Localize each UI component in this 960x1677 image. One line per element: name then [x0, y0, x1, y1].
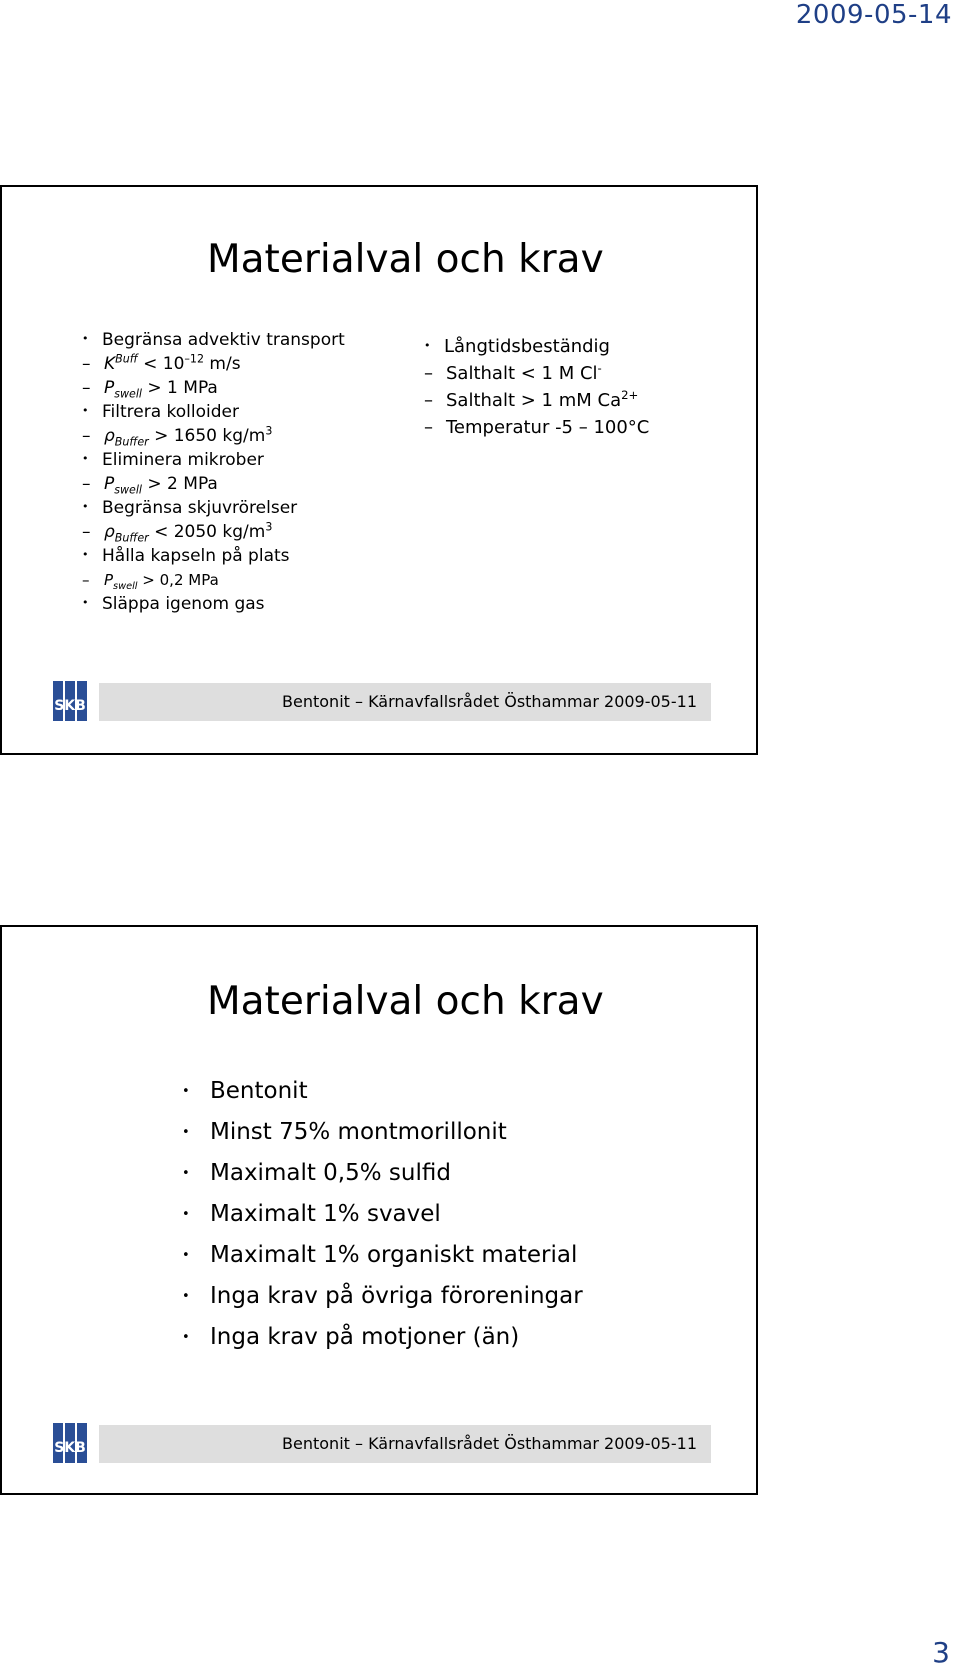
bullet-item: • Begränsa advektiv transport — [80, 328, 345, 352]
bullet-item: • Långtidsbeständig — [422, 333, 649, 360]
footer-bar — [99, 1425, 711, 1463]
bullet-item: • Hålla kapseln på plats — [80, 544, 345, 568]
bullet-item: • Inga krav på motjoner (än) — [180, 1317, 583, 1358]
bullet-item: • Maximalt 0,5% sulfid — [180, 1153, 583, 1194]
bullet-item: • Släppa igenom gas — [80, 592, 345, 616]
bullet-item: • Eliminera mikrober — [80, 448, 345, 472]
slide-1 — [0, 185, 758, 755]
slide-title: Materialval och krav — [207, 979, 604, 1024]
header-date: 2009-05-14 — [795, 0, 952, 30]
bullet-item: • Filtrera kolloider — [80, 400, 345, 424]
bullet-item: • Begränsa skjuvrörelser — [80, 496, 345, 520]
skb-logo-icon — [53, 681, 87, 721]
svg-text:SKB: SKB — [54, 1440, 86, 1456]
sub-bullet-item: – $P_{swell} > 0,2$ MPa — [80, 568, 345, 592]
sub-bullet-item: – Temperatur -5 – 100°C — [422, 414, 649, 441]
bullet-item: • Bentonit — [180, 1071, 583, 1112]
sub-bullet-item: – Salthalt > 1 mM $Ca^{2+}$ — [422, 387, 649, 414]
footer-bar — [99, 683, 711, 721]
sub-bullet-item: – $\rho_{Buffer} > 1650$ $kg/m^3$ — [80, 424, 345, 448]
svg-text:SKB: SKB — [54, 698, 86, 714]
right-bullet-list — [422, 333, 649, 441]
left-bullet-list — [80, 328, 345, 616]
sub-bullet-item: – $P_{swell} > 2$ MPa — [80, 472, 345, 496]
bullet-item: • Minst 75% montmorillonit — [180, 1112, 583, 1153]
sub-bullet-item: – $P_{swell} > 1$ MPa — [80, 376, 345, 400]
footer-text: Bentonit – Kärnavfallsrådet Östhammar 2009-05-11 — [282, 1434, 697, 1453]
slide-2 — [0, 925, 758, 1495]
sub-bullet-item: – $\rho_{Buffer} < 2050$ $kg/m^3$ — [80, 520, 345, 544]
slide-title: Materialval och krav — [207, 237, 604, 282]
sub-bullet-item: – Salthalt < 1 M Cl- — [422, 360, 649, 387]
page-number: 3 — [932, 1636, 950, 1669]
sub-bullet-item: – $K^{Buff} < 10^{-12}$ m/s — [80, 352, 345, 376]
bullet-list — [180, 1071, 583, 1358]
bullet-item: • Maximalt 1% svavel — [180, 1194, 583, 1235]
bullet-item: • Inga krav på övriga föroreningar — [180, 1276, 583, 1317]
skb-logo-icon — [53, 1423, 87, 1463]
footer-text: Bentonit – Kärnavfallsrådet Östhammar 2009-05-11 — [282, 692, 697, 711]
bullet-item: • Maximalt 1% organiskt material — [180, 1235, 583, 1276]
